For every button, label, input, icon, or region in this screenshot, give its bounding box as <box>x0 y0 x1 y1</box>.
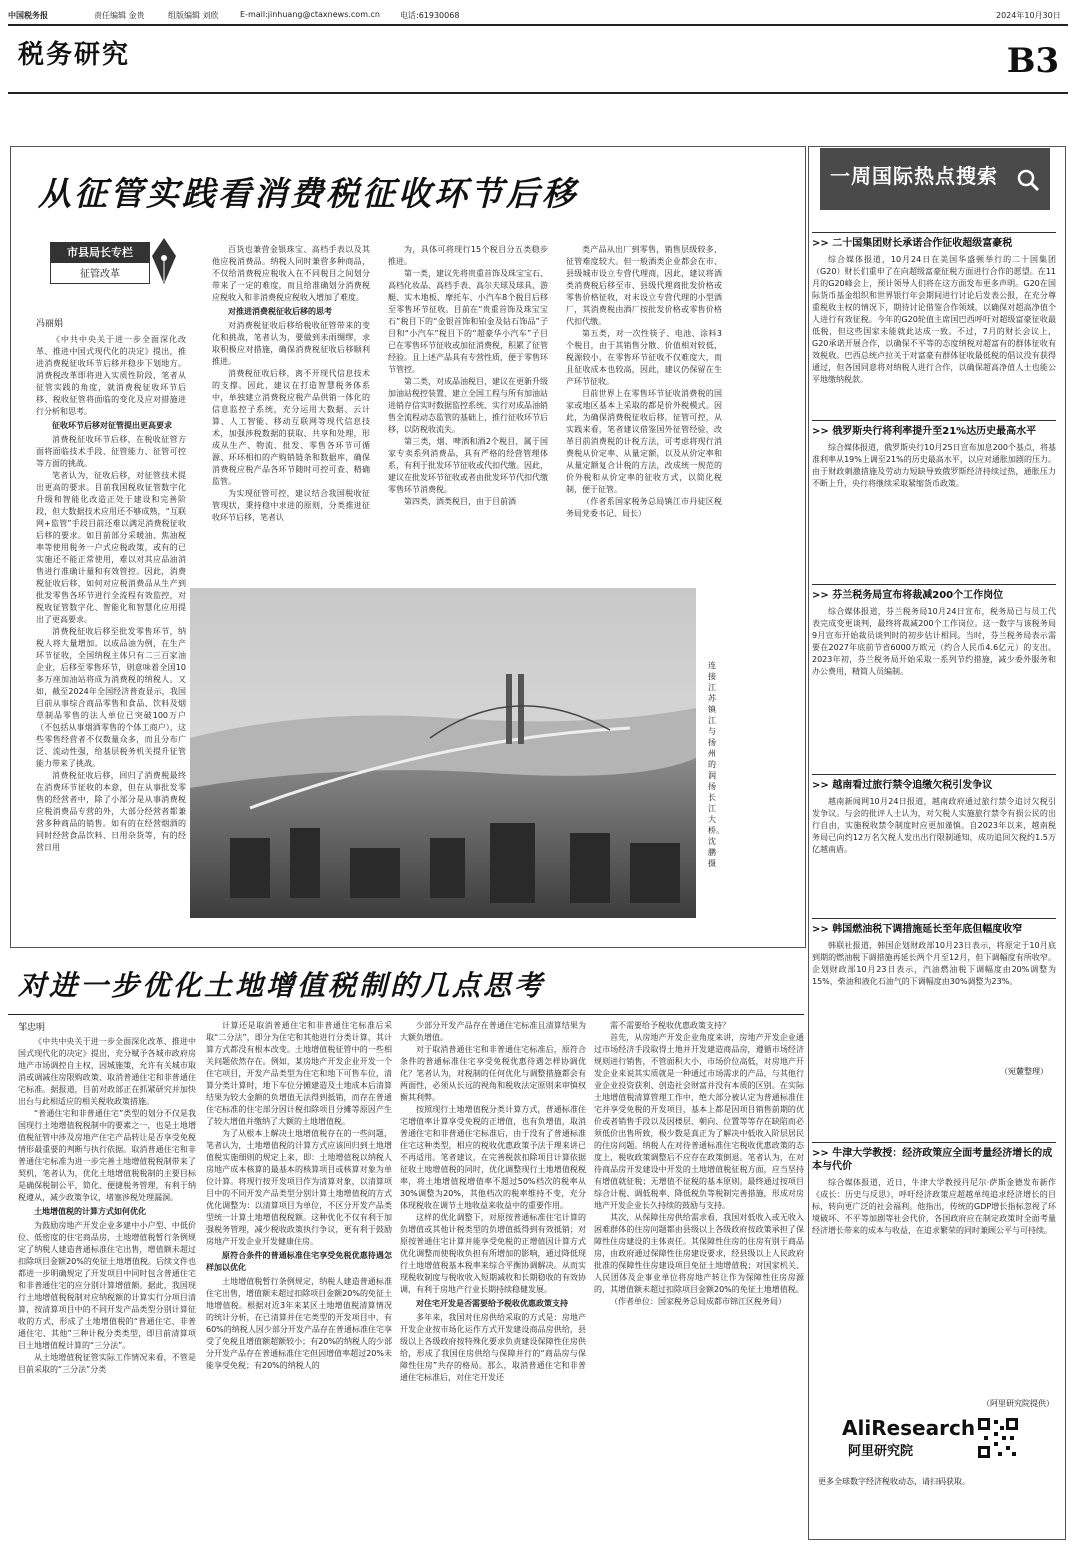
paragraph: 第五类，对一次性筷子、电池、涂料3个税目，由于其销售分散、价值相对较低，税源较小，在零售环节征收不仅难度大，而且征收成本也较高，因此，建议仍保留在生产环节征收。 <box>566 329 722 386</box>
article1-column-3 <box>388 244 548 584</box>
masthead-bar <box>8 6 1068 24</box>
paragraph: 百货也兼营金银珠宝、高档手表以及其他应税消费品。纳税人同时兼营多种商品，不仅给消费税应税收入在不同税目之间划分带来了一定的难度，而且给准确划分消费税应税收入和非消费税应税收入增加了难度。 <box>212 245 370 302</box>
article1-column-4 <box>566 244 722 584</box>
article2-column-1 <box>18 1036 196 1526</box>
article2-column-3 <box>400 1020 586 1526</box>
search-icon <box>1016 168 1040 192</box>
news-headline: >> 芬兰税务局宣布将裁减200个工作岗位 <box>812 584 1056 602</box>
subheading: 原符合条件的普通标准住宅享受免税优惠待遇怎样加以优化 <box>206 1251 392 1272</box>
paragraph: 其次，从保障住房供给需求看，我国对低收入或无收入困难群体的住房问题都由县级以上各级政府按政策承担了保障性住房建设的主体责任。其保障性住房的住房有别于商品房，由政府通过保障性住房建设要求，经县级以上人民政府批准的保障性住房建设项目免征土地增值税；对国家机关、人民团体及企事业单位将房地产转让作为保障性住房房源的，其增值额未超过扣除项目金额20%的免征土地增值税。 <box>594 1213 804 1294</box>
paragraph: 少部分开发产品存在普通住宅标准且清算结果为大额负增值。 <box>400 1021 586 1042</box>
provider-credit: （阿里研究院提供） <box>982 1399 1054 1408</box>
subheading: 对推进消费税征收后移的思考 <box>228 307 332 316</box>
article2-author: 邹忠明 <box>18 1023 46 1033</box>
paragraph: 第一类，建议先将贵重首饰及珠宝宝石、高档化妆品、高档手表、高尔夫球及球具、游艇、实木地板、摩托车、小汽车8个税目后移至零售环节征收。目前在“贵重首饰及珠宝宝石”税目下的“金银首饰和铂金及钻石饰品”子目和“小汽车”税目下的“超豪华小汽车”子目已在零售环节征收或加征消费税，积累了征管经验。且上述产品具有专营性质，便于零售环节管控。 <box>388 269 548 374</box>
column-name: 市县局长专栏 <box>51 243 149 263</box>
news-headline: >> 俄罗斯央行将利率提升至21%达历史最高水平 <box>812 420 1056 438</box>
paragraph: 按照现行土地增值税分类计算方式，普通标准住宅增值率计算享受免税的正增值，也有负增值，取消普通住宅和非普通住宅标准后，由于没有了普通标准住宅这种类型，相应的税收优惠政策予法于理来讲已不再适用。笔者建议，在完善税款扣除项目计算依据征收土地增值税的同时，优化调整现行土地增值税税率，将土地增值税增值率不超过50%档次的税率从30%调整为20%，其他档次的税率维持不变，充分体现税收在调节土地收益来收益中的重要作用。 <box>400 1105 586 1210</box>
subheading: 土地增值税的计算方式如何优化 <box>34 1207 146 1216</box>
news-body: 综合媒体报道，10月24日在美国华盛顿举行的二十国集团（G20）财长们重申了在向超级富豪征税方面进行合作的愿望。在11月的G20峰会上，预计领导人们将在这方面发布更多声明。G20在国际货币基金组织和世界银行年会期间进行讨论后发表公报，在充分尊重税收主权的情况下，期待讨论借鉴合作领域，以确保对超高净值个人进行有效征税。今年的G20轮值主席国巴西呼吁对超级富豪征收最低税，但这些国家未能就此达成一致。不过，7月的财长会议上，G20承诺开展合作，以确保不平等的态度纳税对超富有的群体征收有效税收。巴西总统卢拉关于对富豪有群体征收最低税的倡议没有获得通过，但各国同意将对纳税人进行合作，以确保超高净值人士也能公平地缴纳税款。 <box>812 255 1056 384</box>
paragraph: 为鼓励房地产开发企业多建中小户型、中低价位、低密度的住宅商品房，土地增值税暂行条例规定了纳税人建造普通标准住宅出售，增值额未超过扣除项目金额20%的免征土地增值税。后续文件也都进一步明确规定了开发项目中同时包含普通住宅和非普通住宅的应分别计算增值额。据此，我国现行土地增值税税制对应纳税额的计算实行分项目清算，按清算项目中的不同开发产品类型分别计算征收的方式，形成了土地增值税的“普通住宅、非普通住宅、其他”三种计税分类类型，即目前清算项目土地增值税计算的“三分法”。 <box>18 1221 196 1350</box>
news-body: 综合媒体报道，芬兰税务局10月24日宣布，税务局已与员工代表完成变更谈判，最终将裁减200个工作岗位。这一数字与该税务局9月宣布开始裁员谈判时的初步估计相同。当时，芬兰税务局表示需要在2027年底前节省6000万欧元（约合人民币4.6亿元）的支出。2023年初，芬兰税务局开始采取一系列节约措施，减少委外服务和办公费用，精简人员编制。 <box>812 607 1056 676</box>
paragraph: “普通住宅和非普通住宅”类型的划分不仅是我国现行土地增值税税制中的要素之一，也是土地增值税征管中涉及房地产住宅产品转让是否享受免税情形最重要的判断与执行依据。取消普通住宅和非普通住宅标准为进一步完善土地增值税税制带来了契机，笔者认为，优化土地增值税税制的主要目标是确保税制公平，简化、便捷税务管理，有利于纳税遵从，减少政策争议，堵塞涉税处理漏洞。 <box>18 1109 196 1202</box>
paragraph: 多年来，我国对住房供给采取的方式是：房地产开发企业按市场化运作方式开发建设商品房供给，县级以上各级政府按特殊化要求负责建设保障性住房供给，形成了我国住房供给与保障并行的“商品房与保障性住房”共存的格局。那么，取消普通住宅和非普通住宅标准后，对住宅开发还 <box>400 1313 586 1382</box>
sidebar-banner <box>820 148 1050 210</box>
author-affiliation: （作者系国家税务总局镇江市丹徒区税务局党委书记、局长） <box>566 497 722 518</box>
paragraph: 为实现征管可控，建议结合我国税收征管现状，秉持稳中求进的原则，分类推进征收环节后移，笔者认 <box>212 489 370 522</box>
section-rule <box>8 92 1068 94</box>
article1-title: 从征管实践看消费税征收环节后移 <box>38 174 578 213</box>
bridge-aerial-photo <box>190 588 696 918</box>
news-body: 综合媒体报道，俄罗斯央行10月25日宣布加息200个基点，将基准利率从19%上调至21%的历史最高水平，以应对通胀加剧的压力。由于财政刺激措施及劳动力短缺导致俄罗斯经济持续过热，通胀压力不断上升，央行将继续采取紧缩货币政策。 <box>812 443 1056 488</box>
qr-code-icon[interactable] <box>976 1416 1020 1460</box>
paragraph: 土地增值税暂行条例规定，纳税人建造普通标准住宅出售，增值额未超过扣除项目金额20%的免征土地增值税。根据对近3年来某区土地增值税清算情况的统计分析，在已清算并住宅类型的开发项目中，有60%的纳税人因少部分开发产品存在普通标准住宅享受了免税且增值额超额较小；有20%的纳税人的少部分开发产品存在普通标准住宅但因增值率超过20%未能享受免税；有20%的纳税人的 <box>206 1277 392 1370</box>
news-item <box>812 774 1056 916</box>
news-body: 越南新闻网10月24日报道，越南政府通过旅行禁令追讨欠税引发争议。与会的批评人士认为，对欠税人实施旅行禁令有损公民的出行自由，实施税收禁令制度时应更加谨慎。自2023年以来，越南税务局已向约12万名欠税人发出出行限制通知，成功追回欠税约1.5万亿越南盾。 <box>812 797 1056 854</box>
paragraph: 消费税征收后移，离不开现代信息技术的支撑。因此，建议在打造智慧税务体系中，单独建立消费税应税产品供销一体化的信息监控子系统，充分运用大数据、云计算、人工智能、移动互联网等现代信息技术，加强涉税数据的获取、共享和处理，形成从生产、物流、批发、零售各环节可循源、环环相扣的产购销链条和数据库，确保消费税应税产品各环节随时可控可查、精确监管。 <box>212 369 370 486</box>
paragraph: 从土地增值税征管实际工作情况来看，不管是目前采取的“三分法”分类 <box>18 1353 196 1374</box>
layout-credit: 组版编辑 刘欣 <box>168 11 219 20</box>
news-item <box>812 584 1056 774</box>
news-body: 韩联社报道，韩国企划财政部10月23日表示，将原定于10月底到期的燃油税下调措施再延长两个月至12月，但下调幅度有所收窄。企划财政部10月23日表示，汽油燃油税下调幅度由20%调整为15%，柴油和液化石油气的下调幅度由30%调整为23%。 <box>812 941 1056 986</box>
subheading: 对住宅开发是否需要给予税收优惠政策支持 <box>416 1299 568 1308</box>
article2-column-2 <box>206 1020 392 1526</box>
paragraph: 为，具体可将现行15个税目分五类稳步推进。 <box>388 245 548 266</box>
paragraph: 首先，从房地产开发企业角度来讲，房地产开发企业通过市场经济手段取得土地并开发建造商品房，遵循市场经济规则进行销售，不管面积大小，市场价位高低，对房地产开发企业来说其实质就是一种通过市场需求的产品，与其他行业企业投资获利、创造社会财富并没有本质的区别。在实际土地增值税清算管理工作中，绝大部分被认定为普通标准住宅并享受免税的开发项目，基本上都是因项目销售前期的优价或者销售手段以及因楼层、朝向、位置等等存在缺陷而必须低价出售所致，极少数是真正为了解决中低收入阶层居民的住房问题。纳税人在对待普通标准住宅税收优惠政策的态度上，税收政策调整后不应存在政策倒退。笔者认为，在对待商品房开发建设中开发的土地增值税征税方面，应当坚持有增值就征税；无增值不征税的基本原则。最终通过按项目综合计税、调低税率、降低税负等税制完善措施，形成对房地产开发企业长久持续的鼓励与支持。 <box>594 1033 804 1210</box>
page-number: B3 <box>1006 41 1060 81</box>
news-body: 综合媒体报道，近日，牛津大学教授丹尼尔·萨斯金德发布新作《成长：历史与反思》，呼吁经济政策应超越单纯追求经济增长的目标，转向更广泛的社会福利。他指出，传统的GDP增长指标忽视了环境破坏、不平等加剧等社会代价，各国政府应在制定政策时全面考量经济增长带来的成本与收益，在追求繁荣的同时兼顾公平与可持续。 <box>812 1178 1056 1235</box>
news-headline: >> 二十国集团财长承诺合作征收超级富豪税 <box>812 232 1056 250</box>
paragraph: 第四类，酒类税目，由于目前酒 <box>404 497 516 506</box>
news-headline: >> 韩国燃油税下调措施延长至年底但幅度收窄 <box>812 918 1056 936</box>
news-item <box>812 232 1056 400</box>
phone-number: 电话:61930068 <box>400 11 460 20</box>
column-subtitle: 征管改革 <box>80 269 120 280</box>
sidebar-slogan: 更多全球数字经济税收动态，请扫码获取。 <box>818 1477 970 1486</box>
news-item <box>812 420 1056 570</box>
aliresearch-logo: AliResearch <box>842 1416 976 1440</box>
compiler-credit: （宛麓整理） <box>1000 1067 1048 1076</box>
news-headline: >> 牛津大学教授：经济政策应全面考量经济增长的成本与代价 <box>812 1142 1056 1173</box>
photo-caption: 连接江苏镇江与扬州的润扬长江大桥。沈鹏 摄 <box>708 661 724 868</box>
paragraph: 第三类，烟、啤酒和酒2个税目，属于国家专卖系列消费品，具有严格的经营管理体系，有利于批发环节征收或代扣代缴。因此，建议在批发环节征收或者由批发环节代扣代缴零售环节消费税。 <box>388 437 548 494</box>
issue-date: 2024年10月30日 <box>996 11 1061 20</box>
paragraph: 需不需要给予税收优惠政策支持？ <box>610 1021 730 1030</box>
paragraph: 笔者认为，征收后移，对征管技术提出更高的要求。目前我国税收征管数字化升级和智能化改造正处于建设和完善阶段，但大数据技术应用还不够成熟，“互联网+监管”手段目前还难以满足消费税征收后移的要求。如目前部分采暖油、焦油税率等使用税务一户式应税政策，或有的已实施还不能正常使用，难以对其应品油消售进行准确计量和有效管控。因此，消费税征收后移，如何对应税消费品从生产到批发零售各环节进行全流程有效监控，对税收征管数字化、智能化和智慧化应用提出了更高要求。 <box>36 471 186 624</box>
top-rule <box>8 24 1068 26</box>
column-badge <box>50 242 150 284</box>
author-affiliation: （作者单位：国家税务总局成都市锦江区税务局） <box>610 1297 786 1306</box>
section-title: 税务研究 <box>18 40 131 70</box>
paragraph: 计算还是取消普通住宅和非普通住宅标准后采取“二分法”，即分为住宅和其他进行分类计算，其计算方式都没有根本改变。土地增值税征管中的一些相关问题依然存在。例如，某房地产开发企业开发一个住宅项目，开发产品类型为住宅和地下可售车位，清算分类计算时，地下车位分摊建造及土地成本后清算结果为较大金额的负增值无法得到抵销，而存在普通住宅标准的住宅部分因计税扣除项目分摊等原因产生了较大增值并缴纳了大额的土地增值税。 <box>206 1021 392 1126</box>
paragraph: 《中共中央关于进一步全面深化改革、推进中国式现代化的决定》提出，充分赋予各城市政府房地产市场调控自主权，因城施策，允许有关城市取消或调减住房限购政策、取消普通住宅和非普通住宅标准。据报道，目前对政部正在抓紧研究并加快出台与此相适应的相关税收政策措施。 <box>18 1037 196 1106</box>
paragraph: 对消费税征收后移给税收征管带来的变化和挑战，笔者认为，要做到未雨绸缪，求取积极应对措施，确保消费税征收后移顺利推进。 <box>212 321 370 366</box>
paragraph: 这样的优化调整下，对原按普通标准住宅计算的负增值或其他计税类型的负增值抵得到有效抵销；对原按普通住宅计算并能享受免税的正增值因计算方式优化调整而使税收负担有所增加的影响，通过降低现行土地增值税基本税率来综合平衡协调解决。从而实现税收制度与税收收入短期减收和长期稳收的有效协调，有利于房地产行业长期持续稳健发展。 <box>400 1213 586 1294</box>
sidebar-banner-title: 一周国际热点搜索 <box>830 164 998 188</box>
paragraph: 对于取消普通住宅和非普通住宅标准后，原符合条件的普通标准住宅享受免税优惠待遇怎样协调优化？笔者认为，对税制的任何优化与调整措施都会有两面性，必须从长远的视角和税收法定原则来审慎权衡其利弊。 <box>400 1045 586 1102</box>
article2-title: 对进一步优化土地增值税制的几点思考 <box>18 969 546 1002</box>
news-item <box>812 1142 1056 1392</box>
editor-credit: 责任编辑 金贵 <box>94 11 145 20</box>
paragraph: 《中共中央关于进一步全面深化改革、推进中国式现代化的决定》提出，推进消费税征收环节后移并稳步下划地方。消费税改革即将进入实质性阶段，笔者从征管实践的角度，就消费税征收环节后移、税收征管将面临的变化及应对措施进行分析和思考。 <box>36 335 186 416</box>
subheading: 征收环节后移对征管提出更高要求 <box>52 421 172 430</box>
aliresearch-logo-cn: 阿里研究院 <box>848 1444 914 1459</box>
article2-rule <box>8 1014 804 1015</box>
article1-author: 冯丽娟 <box>36 319 64 329</box>
pen-nib-icon <box>150 236 178 286</box>
email-address: E-mail:jinhuang@ctaxnews.com.cn <box>240 10 380 19</box>
paper-name: 中国税务报 <box>8 11 48 20</box>
paragraph: 为了从根本上解决土地增值税存在的一些问题，笔者认为，土地增值税的计算方式应该回归到土地增值税实施细则的规定上来，即：土地增值税以纳税人房地产成本核算的最基本的核算项目或核算对象为单位计算。将现行按开发项目作为清算对象，以清算项目中的不同开发产品类型分别计算土地增值税的方式优化调整为：以清算项目为单位，不区分开发产品类型统一计算土地增值税税额。这种优化不仅有利于加强税务管理，减少税收政策执行争议，更有利于鼓励房地产开发企业开发健康住房。 <box>206 1129 392 1246</box>
paragraph: 消费税征收后移，回归了消费税最终在消费环节征收的本意，但在从事批发零售的经营者中，除了小部分是从事消费税应税消费品专营的外，大部分经营者都兼营多种商品的销售。如有的在经营烟酒的同时经营食品饮料、日用杂货等，有的经营日用 <box>36 771 186 852</box>
paragraph: 目前世界上在零售环节征收消费税的国家或地区基本上采取的都是价外税模式。因此，为确保消费税征收后移，征管可控，从实践来看，笔者建议借鉴国外征管经验，改革目前消费税的计税方法，可考虑将现行消费税从价定率、从量定额，以及从价定率和从量定额复合计税的方法，改成统一规范的价外税和从价定率的征收方式，以简化税制，便于征管。 <box>566 389 722 494</box>
paragraph: 类产品从出厂到零售，销售层级较多，征管难度较大。但一般酒类企业都会在市、县级城市设立专营代理商，因此，建议将酒类消费税后移至市、县级代理商批发价格或零售价格征收，对未设立专营代理的小型酒厂，其消费税由酒厂按批发价格或零售价格代扣代缴。 <box>566 245 722 326</box>
article1-column-2 <box>212 244 370 584</box>
article2-column-4 <box>594 1020 804 1526</box>
paragraph: 消费税征收后移至批发零售环节，纳税人将大量增加。以成品油为例，在生产环节征收，全国纳税主体只有二三百家油企业，后移至零售环节，则意味着全国10多万座加油站将成为消费税的纳税人。又如，截至2024年全国经济普查显示，我国目前从事综合商品零售和食品、饮料及烟草制品零售的法人单位已突破100万户（不包括从事烟酒零售的个体工商户），这些零售经营者不仅数量众多，而且分布广泛、流动性强，给基层税务机关提升征管能力带来了挑战。 <box>36 627 186 768</box>
news-item <box>812 918 1056 1062</box>
paragraph: 消费税征收环节后移，在税收征管方面将面临技术手段、征管能力、征管可控等方面的挑战。 <box>36 435 186 468</box>
news-headline: >> 越南看过旅行禁令追缴欠税引发争议 <box>812 774 1056 792</box>
article1-column-1 <box>36 334 186 938</box>
paragraph: 第二类，对成品油税目，建议在更新升级加油站税控装置、建立全国工程与所有加油站进销存信实时数据监控系统、实行对成品油销售全流程动态监管的基础上，推行征收环节后移，以防税收流失。 <box>388 377 548 434</box>
